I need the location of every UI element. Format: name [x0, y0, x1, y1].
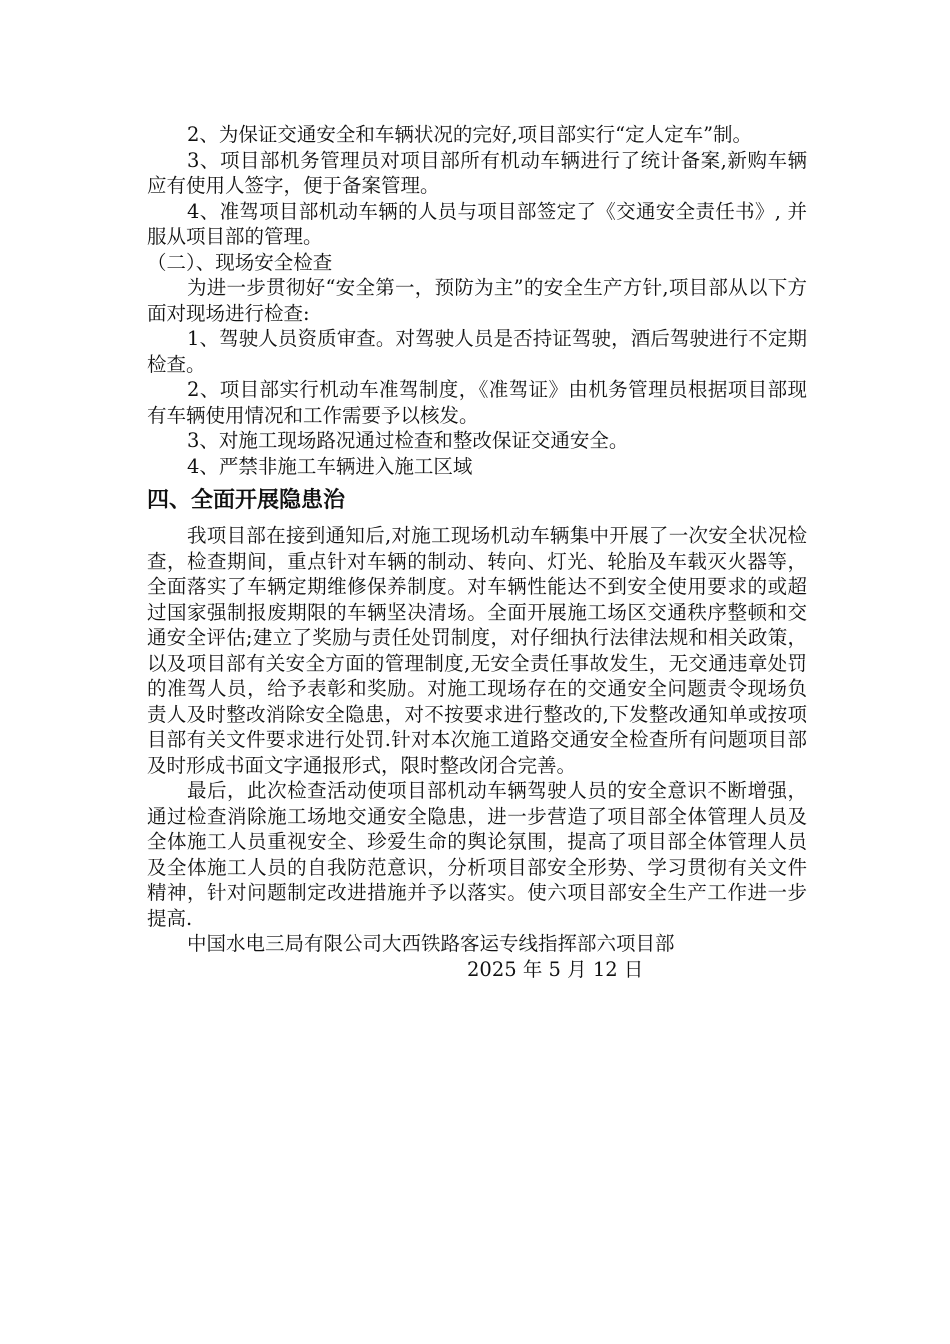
check-item: 4、严禁非施工车辆进入施工区域 — [187, 454, 473, 478]
check-item: 3、对施工现场路况通过检查和整改保证交通安全。 — [187, 429, 629, 452]
subsection-title: （二）、现场安全检查 — [147, 250, 333, 274]
paragraph-vehicle-assignment: 2、为保证交通安全和车辆状况的完好,项目部实行“定人定车”制。 — [187, 123, 753, 146]
signature-organization: 中国水电三局有限公司大西铁路客运专线指挥部六项目部 — [187, 932, 675, 955]
section-heading: 四、全面开展隐患治 — [147, 488, 346, 513]
body-paragraph-inspection: 我项目部在接到通知后,对施工现场机动车辆集中开展了一次安全状况检查，检查期间，重点针对车辆的制动、转向、灯光、轮胎及车载灭火器等，全面落实了车辆定期维修保养制度。对车辆性能达不到安全使用要求的或超过国家强制报废期限的车辆坚决清场。全面开展施工场区交通秩序整顿和交通安全评估;建立了奖励与责任处罚制度，对仔细执行法律法规和相关政策，以及项目部有关安全方面的管理制度,无安全责任事故发生，无交通违章处罚的准驾人员，给予表彰和奖励。对施工现场存在的交通安全问题责令现场负责人及时整改消除安全隐患，对不按要求进行整改的,下发整改通知单或按项目部有关文件要求进行处罚.针对本次施工道路交通安全检查所有问题项目部及时形成书面文字通报形式，限时整改闭合完善。 — [147, 524, 807, 777]
check-item: 1、驾驶人员资质审查。对驾驶人员是否持证驾驶，酒后驾驶进行不定期检查。 — [147, 327, 807, 376]
check-item: 2、项目部实行机动车准驾制度，《准驾证》由机务管理员根据项目部现有车辆使用情况和工作需要予以核发。 — [147, 378, 807, 427]
subsection-intro: 为进一步贯彻好“安全第一，预防为主”的安全生产方针,项目部从以下方面对现场进行检查: — [147, 276, 807, 325]
signature-date: 2025 年 5 月 12 日 — [467, 957, 644, 981]
document-body — [147, 122, 807, 982]
body-paragraph-conclusion: 最后，此次检查活动使项目部机动车辆驾驶人员的安全意识不断增强，通过检查消除施工场地交通安全隐患，进一步营造了项目部全体管理人员及全体施工人员重视安全、珍爱生命的舆论氛围，提高了项目部全体管理人员及全体施工人员的自我防范意识，分析项目部安全形势、学习贯彻有关文件精神，针对问题制定改进措施并予以落实。使六项目部安全生产工作进一步提高. — [147, 779, 807, 930]
paragraph-vehicle-registry: 3、项目部机务管理员对项目部所有机动车辆进行了统计备案,新购车辆应有使用人签字，便于备案管理。 — [147, 148, 807, 197]
paragraph-safety-agreement: 4、准驾项目部机动车辆的人员与项目部签定了《交通安全责任书》, 并服从项目部的管理。 — [147, 199, 807, 248]
